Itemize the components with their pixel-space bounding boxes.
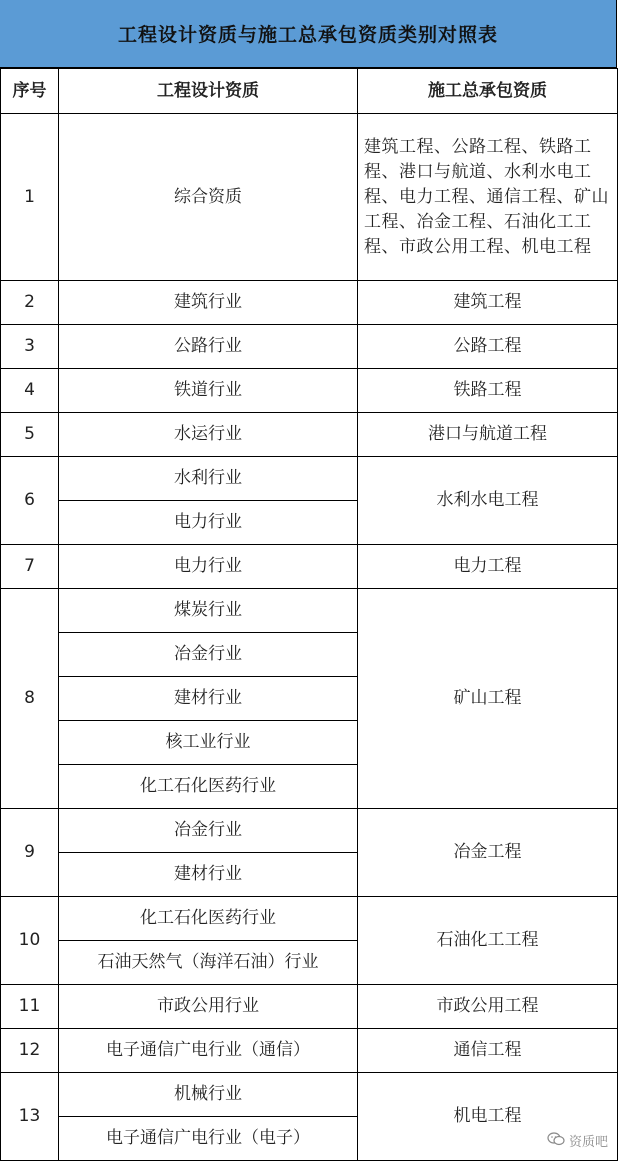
row-number: 9 — [1, 809, 59, 897]
row-number: 6 — [1, 457, 59, 545]
table-row — [1, 589, 618, 633]
row-number: 11 — [1, 985, 59, 1029]
design-qualification-cell: 电力行业 — [59, 501, 358, 545]
construction-qualification-cell: 水利水电工程 — [358, 457, 618, 545]
design-qualification-cell: 水运行业 — [59, 413, 358, 457]
wechat-icon — [547, 1132, 569, 1150]
table-row — [1, 1029, 618, 1073]
table-row — [1, 369, 618, 413]
construction-qualification-cell: 市政公用工程 — [358, 985, 618, 1029]
design-qualification-cell: 石油天然气（海洋石油）行业 — [59, 941, 358, 985]
construction-qualification-cell: 公路工程 — [358, 325, 618, 369]
table-row — [1, 545, 618, 589]
comparison-table — [0, 68, 618, 1161]
construction-qualification-cell: 通信工程 — [358, 1029, 618, 1073]
header-no: 序号 — [1, 69, 59, 114]
construction-qualification-cell: 冶金工程 — [358, 809, 618, 897]
construction-qualification-cell: 石油化工工程 — [358, 897, 618, 985]
row-number: 3 — [1, 325, 59, 369]
design-qualification-cell: 电子通信广电行业（电子） — [59, 1117, 358, 1161]
header-row — [1, 69, 618, 114]
design-qualification-cell: 机械行业 — [59, 1073, 358, 1117]
table-title: 工程设计资质与施工总承包资质类别对照表 — [0, 0, 617, 68]
design-qualification-cell: 建材行业 — [59, 677, 358, 721]
construction-qualification-cell: 建筑工程、公路工程、铁路工程、港口与航道、水利水电工程、电力工程、通信工程、矿山工程、冶金工程、石油化工工程、市政公用工程、机电工程 — [358, 114, 618, 281]
design-qualification-cell: 水利行业 — [59, 457, 358, 501]
table-row — [1, 325, 618, 369]
row-number: 10 — [1, 897, 59, 985]
design-qualification-cell: 化工石化医药行业 — [59, 897, 358, 941]
construction-qualification-cell: 矿山工程 — [358, 589, 618, 809]
construction-qualification-cell: 建筑工程 — [358, 281, 618, 325]
construction-qualification-cell: 铁路工程 — [358, 369, 618, 413]
design-qualification-cell: 电子通信广电行业（通信） — [59, 1029, 358, 1073]
table-row — [1, 281, 618, 325]
table-row — [1, 413, 618, 457]
design-qualification-cell: 核工业行业 — [59, 721, 358, 765]
table-row — [1, 897, 618, 941]
table-row — [1, 1073, 618, 1117]
design-qualification-cell: 电力行业 — [59, 545, 358, 589]
header-design-qualification: 工程设计资质 — [59, 69, 358, 114]
design-qualification-cell: 建材行业 — [59, 853, 358, 897]
row-number: 4 — [1, 369, 59, 413]
design-qualification-cell: 冶金行业 — [59, 809, 358, 853]
design-qualification-cell: 市政公用行业 — [59, 985, 358, 1029]
design-qualification-cell: 化工石化医药行业 — [59, 765, 358, 809]
watermark-text: 资质吧 — [568, 1135, 608, 1150]
row-number: 7 — [1, 545, 59, 589]
row-number: 12 — [1, 1029, 59, 1073]
construction-qualification-cell: 电力工程 — [358, 545, 618, 589]
table-row — [1, 114, 618, 281]
header-construction-qualification: 施工总承包资质 — [358, 69, 618, 114]
row-number: 2 — [1, 281, 59, 325]
row-number: 8 — [1, 589, 59, 809]
design-qualification-cell: 公路行业 — [59, 325, 358, 369]
table-row — [1, 457, 618, 501]
design-qualification-cell: 冶金行业 — [59, 633, 358, 677]
watermark — [547, 1131, 608, 1150]
construction-qualification-cell: 机电工程 — [358, 1073, 618, 1161]
row-number: 1 — [1, 114, 59, 281]
design-qualification-cell: 铁道行业 — [59, 369, 358, 413]
row-number: 13 — [1, 1073, 59, 1161]
table-row — [1, 985, 618, 1029]
construction-qualification-cell: 港口与航道工程 — [358, 413, 618, 457]
design-qualification-cell: 煤炭行业 — [59, 589, 358, 633]
table-row — [1, 809, 618, 853]
row-number: 5 — [1, 413, 59, 457]
design-qualification-cell: 综合资质 — [59, 114, 358, 281]
design-qualification-cell: 建筑行业 — [59, 281, 358, 325]
